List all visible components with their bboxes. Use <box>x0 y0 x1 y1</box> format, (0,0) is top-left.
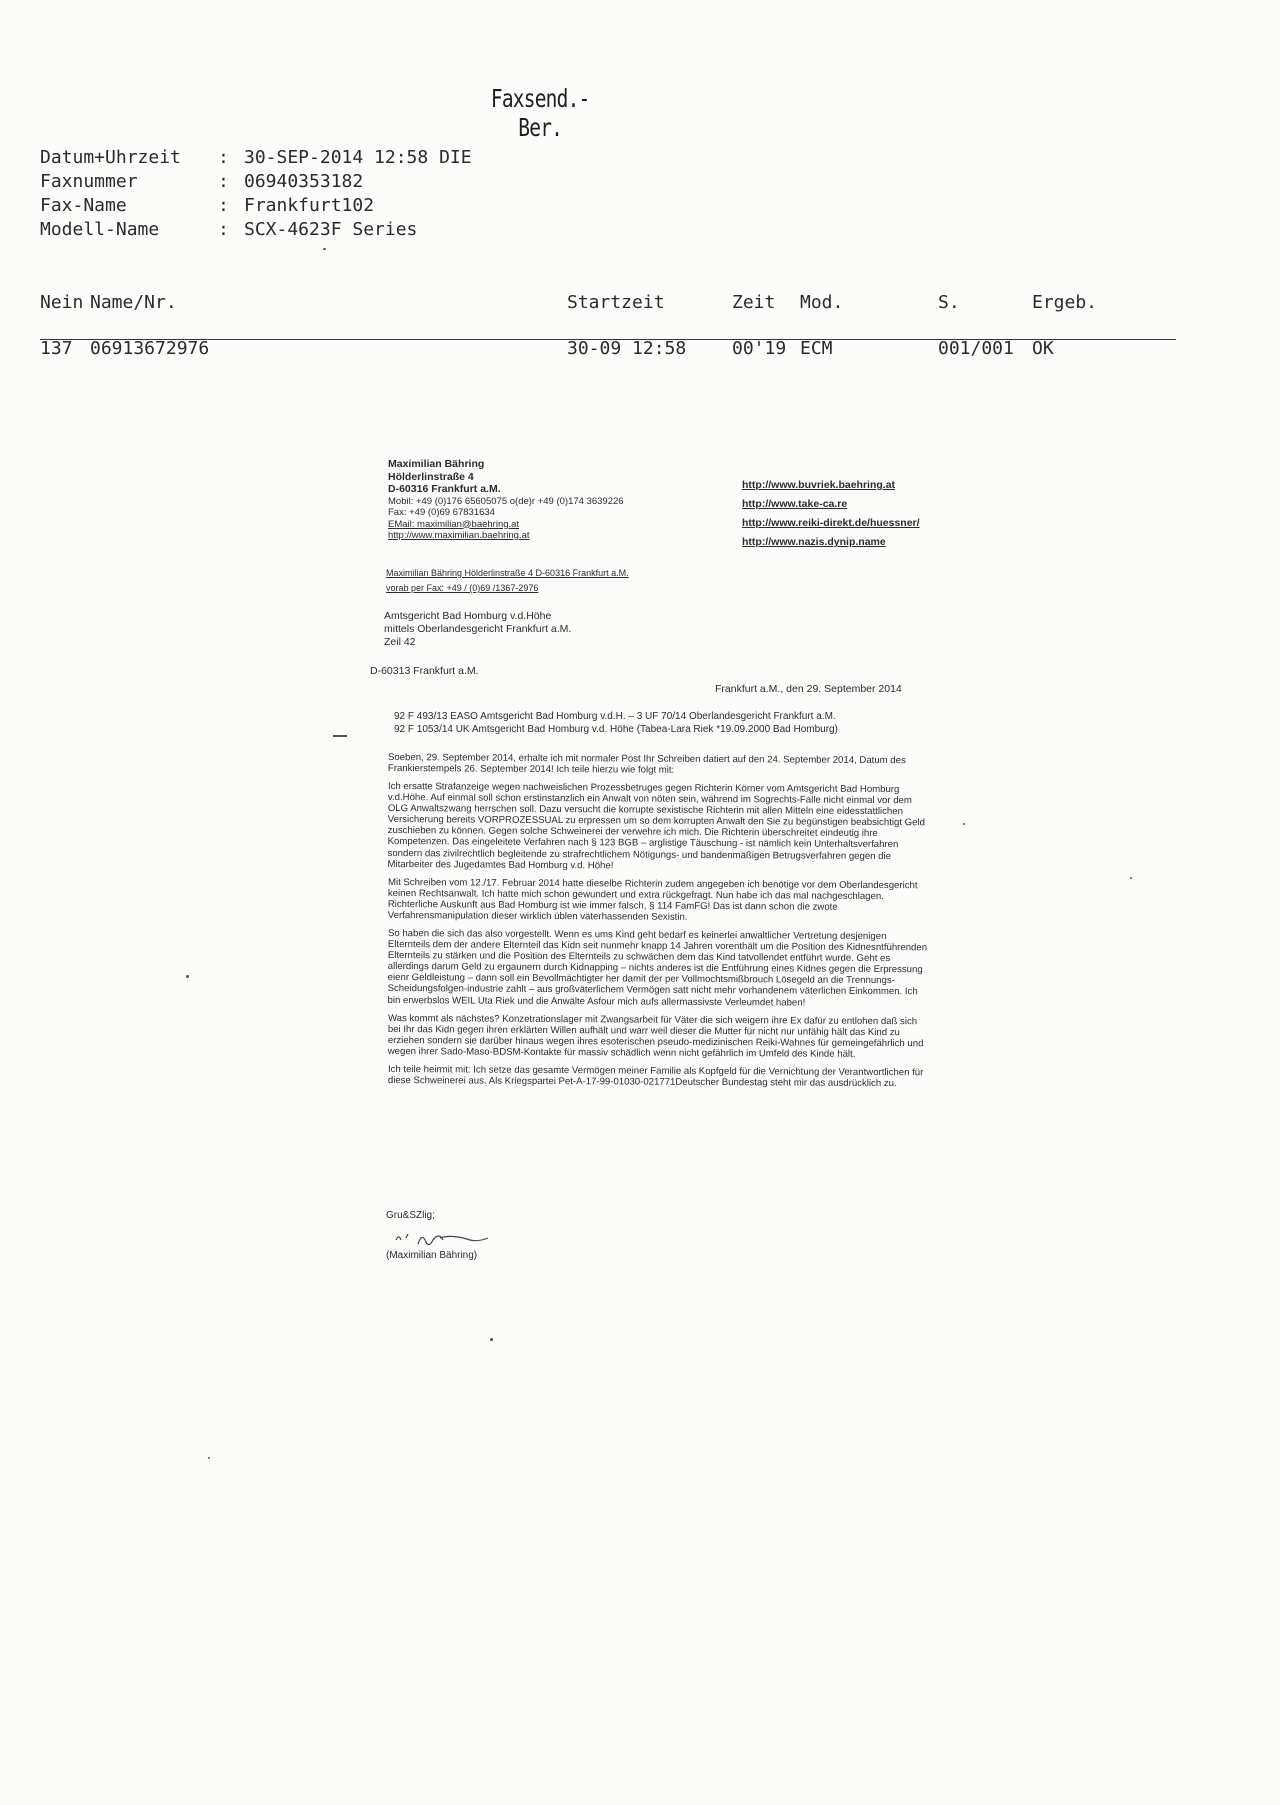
case-references <box>394 711 838 736</box>
recipient-line: Amtsgericht Bad Homburg v.d.Höhe <box>384 610 552 622</box>
closing-greeting: Gru&SZlig; <box>386 1210 435 1221</box>
scan-speck <box>333 735 347 737</box>
vorab-fax-line: vorab per Fax: +49 / (0)69 /1367-2976 <box>386 583 539 593</box>
cell-zeit: 00'19 <box>732 338 787 359</box>
cell-name: 06913672976 <box>90 338 210 359</box>
faxed-letter <box>370 450 930 1270</box>
scan-speck <box>490 1338 493 1341</box>
sender-fax: Fax: +49 (0)69 67831634 <box>388 507 495 518</box>
sender-name: Maximilian Bähring <box>388 458 485 470</box>
recipient-line: Zeil 42 <box>384 636 416 648</box>
meta-colon: : <box>218 171 229 192</box>
recipient-block <box>384 610 571 649</box>
meta-key: Fax-Name <box>40 195 127 216</box>
signature-name: (Maximilian Bähring) <box>386 1250 478 1261</box>
meta-colon: : <box>218 219 229 240</box>
transmission-table-header <box>40 292 1176 318</box>
handwritten-signature <box>392 1226 502 1250</box>
return-address-block <box>386 566 629 596</box>
scan-speck <box>186 975 189 978</box>
letter-body <box>388 752 928 1094</box>
header-mod: Mod. <box>800 292 844 313</box>
return-address: Maximilian Bähring Hölderlinstraße 4 D-60316 Frankfurt a.M. <box>386 568 629 578</box>
table-row <box>40 338 1176 364</box>
link-item[interactable]: http://www.nazis.dynip.name <box>742 536 886 548</box>
cell-nein: 137 <box>40 338 73 359</box>
header-name: Name/Nr. <box>90 292 177 313</box>
meta-value: Frankfurt102 <box>244 195 375 216</box>
meta-row-faxnumber <box>40 170 472 194</box>
body-paragraph: Ich ersatte Strafanzeige wegen nachweislichen Prozessbetruges gegen Richterin Körner vom Amtsgericht Bad Homburg v.d.Höhe. Auf einmal soll schon erstinstanzlich ein Anwalt von nöten sein, während im Sogrechts-Falle nicht einmal vor dem OLG Anwaltszwang herrschen soll. Dazu versucht die korrupte sexistische Richterin mit allen Mitteln eine eidesstattlichen Versicherung bereits VORPROZESSUAL zu erpressen um so dem korrupten Anwalt den Sie zu begünstigen beabsichtigt Geld zuschieben zu können. Gegen solche Schweinerei der verwehre ich mich. Die Richterin überschreitet eindeutig ihre Kompetenzen. Das eingeleitete Verfahren nach § 123 BGB – arglistige Täuschung - ist nämlich kein Unterhaltsverfahren sondern das zivilrechtlich begleitende zu strafrechtlichem Nötigungs- und bandenmäßigen Betrugsverfahren gegen die Mitarbeiter des Jugedamtes Bad Homburg v.d. Höhe! <box>387 781 925 872</box>
letter-date: Frankfurt a.M., den 29. September 2014 <box>715 683 902 695</box>
body-paragraph: Was kommt als nächstes? Konzetrationslager mit Zwangsarbeit für Väter die sich weigern ihre Ex dafür zu entlohen daß sich bei Ihr das Kidn gegen ihren erklärten Willen aufhält und warr weil dieser die Mutter für nicht nur unfähig hält das Kind zu erziehen sondern sie darüber hinaus wegen ihres esoterischen pseudo-medizinischen Reiki-Wahnes für gemeingefährlich und wegen ihrer Sado-Maso-BDSM-Kontakte für massiv schädlich wenn nicht gefährlich im Umfeld des Kinde hält. <box>387 1012 924 1061</box>
header-startzeit: Startzeit <box>567 292 665 313</box>
cell-startzeit: 30-09 12:58 <box>567 338 687 359</box>
scan-speck <box>208 1457 210 1459</box>
body-paragraph: Soeben, 29. September 2014, erhalte ich mit normaler Post Ihr Schreiben datiert auf den 24. September 2014, Datum des Frankierstempels 26. September 2014! Ich teile hierzu wie folgt mit: <box>387 752 906 776</box>
meta-colon: : <box>218 195 229 216</box>
header-ergeb: Ergeb. <box>1032 292 1098 313</box>
sender-email: EMail: maximilian@baehring.at <box>388 518 520 530</box>
link-list <box>742 476 920 552</box>
meta-key: Faxnummer <box>40 171 138 192</box>
body-paragraph: So haben die sich das also vorgestellt. Wenn es ums Kind geht bedarf es keinerlei anwaltlicher Vertretung desjenigen Elternteils dem der andere Elternteil das Kidn seit nunmehr knapp 14 Jahren vorenthält um die Position des Kidnesntführenden Elternteils zu stärken und die Position des Elternteils zu schwächen dem das Kind tatvollendet entführt wurde. Geht es allerdings darum Geld zu ergaunern durch Kidnapping – nichts anderes ist die Entführung eines Kidnes gegen die Erpressung eienr Geldleistung – dann soll ein Bevollmächtigter her damit der per Vollmochtsmißbrouch Lösegeld an die Trennungs- Scheidungsfolgen-industrie zahlt – aus großväterlichem Vermögen satt nicht mehr vorhandenem väterlichen Einkommen. Ich bin erwerbslos WEIL Uta Riek und die Anwälte Asfour mich aufs allermassivste Verleumdet haben! <box>387 928 928 1009</box>
sender-city: D-60316 Frankfurt a.M. <box>388 483 501 495</box>
meta-value: 06940353182 <box>244 171 364 192</box>
link-item[interactable]: http://www.reiki-direkt.de/huessner/ <box>742 517 920 529</box>
case-reference: 92 F 493/13 EASO Amtsgericht Bad Homburg v.d.H. – 3 UF 70/14 Oberlandesgericht Frankfurt a.M. <box>394 711 836 722</box>
header-nein: Nein <box>40 292 84 313</box>
meta-row-model <box>40 218 472 242</box>
sender-mobile: Mobil: +49 (0)176 65605075 o(de)r +49 (0)174 3639226 <box>388 495 624 507</box>
case-reference: 92 F 1053/14 UK Amtsgericht Bad Homburg v.d. Höhe (Tabea-Lara Riek *19.09.2000 Bad Homburg) <box>394 723 838 735</box>
body-paragraph: Ich teile heirmit mit: Ich setze das gesamte Vermögen meiner Familie als Kopfgeld für die Vernichtung der Verantwortlichen für diese Schweinerei aus. Als Kriegspartei Pet-A-17-99-01030-021771Deutscher Bundestag steht mir das ausdrücklich zu. <box>387 1064 924 1090</box>
recipient-line: mittels Oberlandesgericht Frankfurt a.M. <box>384 623 572 635</box>
meta-colon: : <box>218 147 229 168</box>
fax-report-meta <box>40 146 472 242</box>
scan-speck <box>963 823 965 825</box>
sender-block <box>388 458 624 542</box>
sender-website: http://www.maximilian.baehring.at <box>388 530 530 541</box>
cell-ergeb: OK <box>1032 338 1054 359</box>
report-title: Faxsend.-Ber. <box>490 84 590 142</box>
body-paragraph: Mit Schreiben vom 12./17. Februar 2014 hatte dieselbe Richterin zudem angegeben ich benötige vor dem Oberlandesgericht keinen Rechtsanwalt. Ich hatte mich schon gewundert und extra rückgefragt. Nun habe ich das mal nachgeschlagen. Richterliche Auskunft aus Bad Homburg ist wie immer falsch, § 114 FamFG! Das ist dann schon die zwote Verfahrensmanipulation dieser wirklich üblen väterhassenden Sexistin. <box>387 876 918 924</box>
meta-value: SCX-4623F Series <box>244 219 418 240</box>
cell-mod: ECM <box>800 338 833 359</box>
cell-s: 001/001 <box>938 338 1014 359</box>
meta-key: Modell-Name <box>40 219 160 240</box>
meta-value: 30-SEP-2014 12:58 DIE <box>244 147 472 168</box>
link-item[interactable]: http://www.take-ca.re <box>742 498 848 510</box>
meta-row-datetime <box>40 146 472 170</box>
link-item[interactable]: http://www.buvriek.baehring.at <box>742 479 896 491</box>
sender-street: Hölderlinstraße 4 <box>388 470 474 483</box>
header-s: S. <box>938 292 960 313</box>
scan-speck <box>323 248 326 250</box>
meta-row-faxname <box>40 194 472 218</box>
recipient-city: D-60313 Frankfurt a.M. <box>370 665 479 677</box>
header-zeit: Zeit <box>732 292 776 313</box>
meta-key: Datum+Uhrzeit <box>40 147 181 168</box>
scan-speck <box>1130 877 1132 879</box>
